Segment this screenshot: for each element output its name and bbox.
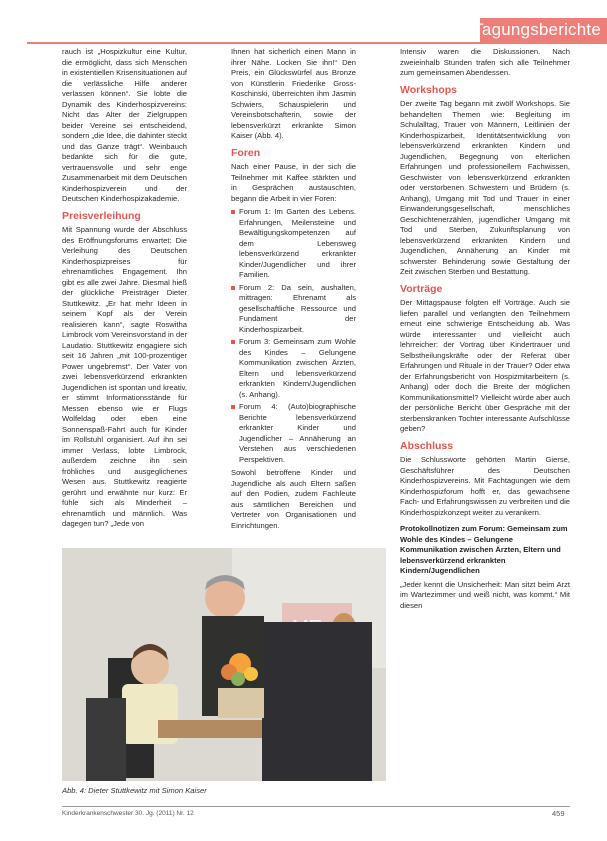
heading-protokollnotizen: Protokollnotizen zum Forum: Gemeinsam zum Wohle des Kindes – Gelungene Kommunikation zwischen Ärzten, Eltern und lebensverkürzend erkrankten Kindern/Jugendlichen bbox=[400, 524, 568, 575]
section-title: Tagungsberichte bbox=[473, 20, 601, 39]
list-item: Forum 1: Im Garten des Lebens. Erfahrungen, Meilensteine und Bewältigungskompetenzen auf dem Lebensweg lebensverkürzend erkrankter Kinder/Jugendlicher und ihrer Familien. bbox=[231, 207, 356, 281]
photo-caption: Abb. 4: Dieter Stuttkewitz mit Simon Kaiser bbox=[62, 786, 207, 795]
header-bar bbox=[473, 18, 607, 42]
paragraph: Der Mittagspause folgten elf Vorträge. Auch sie liefen parallel und verlangten den Teilnehmern erneut eine schwierige Entscheidung ab. Was würde interessanter und vielleicht auch lehrreicher: der Vortrag über Kindertrauer und Selbstheilungskräfte oder der Referat über Erfahrungen und Rituale in der Trauer? Oder etwa der Erfahrungsbericht von Hospizmitarbeitern (s. Anhang) oder doch die Breite der möglichen Kommunikationsmittel? Vielleicht würde aber auch der persönliche Bericht über Gespräche mit der sterbenskranken Tochter interessante Aufschlüsse geben? bbox=[400, 298, 570, 433]
column-3 bbox=[400, 47, 570, 614]
paragraph: Nach einer Pause, in der sich die Teilnehmer mit Kaffee stärkten und in Gesprächen austauschten, begann die Arbeit in vier Foren: bbox=[231, 162, 356, 203]
paragraph: „Jeder kennt die Unsicherheit: Man sitzt beim Arzt im Wartezimmer und weiß nicht, was kommt.“ Mit diesen bbox=[400, 579, 570, 610]
page-number: 459 bbox=[552, 809, 565, 818]
list-item: Forum 4: (Auto)biographische Berichte lebensverkürzend erkrankter Kinder und Jugendlicher – Annäherung an Verstehen aus verschiedenen Perspektiven. bbox=[231, 402, 356, 465]
paragraph: Intensiv waren die Diskussionen. Nach zweieinhalb Stunden trafen sich alle Teilnehmer zum gemeinsamen Abendessen. bbox=[400, 47, 570, 77]
paragraph: Die Schlussworte gehörten Martin Gierse, Geschäftsführer des Deutschen Kinderhospizvereins. Mit Fachtagungen wie dem Kinderhospizforum hofft er, das gewachsene Fach- und Erfahrungswissen zu verbreiten und die Kinderhospizkonzept weiter zu verankern. bbox=[400, 455, 570, 517]
heading-preisverleihung: Preisverleihung bbox=[62, 209, 141, 222]
heading-workshops: Workshops bbox=[400, 83, 457, 96]
column-2 bbox=[231, 47, 356, 534]
award-photo bbox=[62, 548, 386, 781]
column-1 bbox=[62, 47, 187, 533]
list-item: Forum 2: Da sein, aushalten, mittragen: Ehrenamt als gesellschaftliche Ressource und Fundament der Kinderhospizarbeit. bbox=[231, 283, 356, 336]
paragraph: Der zweite Tag begann mit zwölf Workshops. Sie behandelten Themen wie: Begleitung im Schulalltag, Trauer von Männern, Leitlinien der Kinderhospizarbeit, Identitätsentwicklung von lebensverkürzend erkrankten Kindern und Jugendlichen, Begegnung von elterlichen Erfahrungen und professionellem Fachwissen, Geschwister von lebensverkürzend erkrankten oder verstorbenen Schwestern und Brüdern (s. Anhang), Umgang mit Tod und Trauer in einer Einwanderungsgesellschaft, menschliches Geschichtenerzählen, jugendlicher Umgang mit Tod und Sterben, Zukunftsplanung von lebensverkürzend erkrankten Kindern und Jugendlichen, Annäherung an Kinder mit schwerster Behinderung sowie Gestaltung der Zeit zwischen Sterben und Bestattung. bbox=[400, 99, 570, 276]
heading-abschluss: Abschluss bbox=[400, 439, 454, 452]
paragraph: rauch ist „Hospizkultur eine Kultur, die ermöglicht, dass sich Menschen in existentiellen Krisensituationen auf die verlässliche Hilfe anderer verlassen können“. Sie lobte die Dynamik des Kinderhospizvereins: Nicht das Alter der Zielgruppen beider Vereine sei entscheidend, sondern „die Idee, die dahinter steckt und das Ganze trägt“. Weinbauch bedankte sich für die gute, vertrauensvolle und sehr enge Zusammenarbeit mit dem Deutschen Kinderhospizverein und der Deutschen Kinderhospizakademie. bbox=[62, 47, 187, 203]
footer-rule bbox=[62, 806, 570, 807]
heading-foren: Foren bbox=[231, 146, 261, 159]
list-item: Forum 3: Gemeinsam zum Wohle des Kindes – Gelungene Kommunikation zwischen Ärzten, Eltern und lebensverkürzend erkrankten Kindern/Jugendlichen (s. Anhang). bbox=[231, 337, 356, 400]
forum-list bbox=[231, 207, 356, 465]
photo-illustration bbox=[62, 548, 386, 781]
heading-vortraege: Vorträge bbox=[400, 282, 443, 295]
paragraph: Sowohl betroffene Kinder und Jugendliche als auch Eltern saßen auf den Podien, zudem Fachleute aus sämtlichen Bereichen und Vertreter von Organisationen und Einrichtungen. bbox=[231, 468, 356, 530]
paragraph: Ihnen hat sicherlich einen Mann in ihrer Nähe. Locken Sie ihn!“ Den Preis, ein Glückswürfel aus Bronze von Künstlerin Friederike Gross-Koschinski, überreichten ihm Jasmin Schwiers, Schauspielerin und Vereinsbotschafterin, sowie der lebensverkürzt erkrankte Simon Kaiser (Abb. 4). bbox=[231, 47, 356, 140]
journal-reference: Kinderkrankenschwester 30. Jg. (2011) Nr. 12 bbox=[62, 810, 194, 817]
header-rule bbox=[27, 42, 607, 44]
paragraph: Mit Spannung wurde der Abschluss des Eröffnungsforums erwartet: Die Verleihung des Deutschen Kinderhospizpreises für ehrenamtliches Engagement. Ihn gibt es alle zwei Jahre. Diesmal hieß der glückliche Preisträger Dieter Stuttkewitz. „Er hat mehr Ideen in seinem Kopf als der Verein realisieren kann“, sagte Roswitha Limbrock vom Vereinsvorstand in der Laudatio. Stuttkewitz engagiere sich seit 16 Jahren „mit 100-prozentiger Power ungebremst“. Der Vater von zwei lebensverkürzend erkrankten Jugendlichen ist spontan und kreativ, er stimmt Informationsstände für Messen ebenso wie er Flugs Wolfeldag oder eben eine Sonnenspaß-Fahrt auch für Kinder im Rollstuhl organisiert. Auf ihn sei immer Verlass, lobte Limbrock, außerdem zeichne ihn sein fröhliches und ausgeglichenes Wesen aus. Stuttkewitz reagierte gerührt und erwähnte nur kurz: Er fühle sich als Minderheit – ehrenamtlich und männlich. Was dagegen tun? „Jede von bbox=[62, 225, 187, 528]
